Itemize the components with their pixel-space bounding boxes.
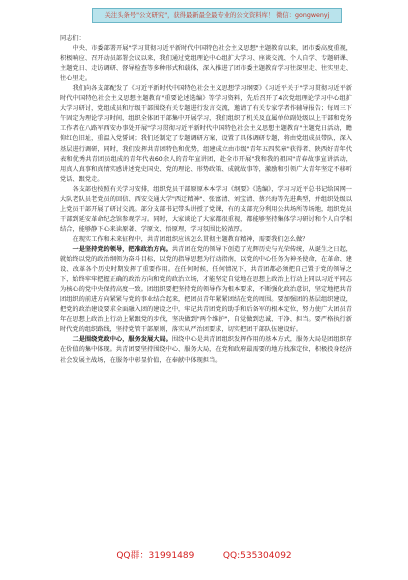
greeting: 同志们： [60,35,85,42]
paragraph-6-lead: 二是围绕党政中心，服务发展大局。 [72,336,172,344]
banner-text: 关注头条号"公文研究"，获得最新最全最专业的公文资料库！ 微信：gongwenyj [104,12,330,19]
paragraph-1: 中央、市委部署开展"学习贯彻习近平新时代中国特色社会主义思想"主题教育以来，团市委高度重视，积极响应、召开动员部署会议以来，我们通过党组理论中心组扩大学习、座谈交流、个人自学、专题研课、主题党日、走访调研、督导检查等多种形式和载体，深入推进了团市委主题教育学习往深里走、往实里走、往心里走。 [60,45,352,83]
top-banner [92,8,342,23]
qq-group-number: 31991489 [148,551,195,561]
paragraph-4: 在现实工作和未来征程中，共青团组织应该怎么贯彻主题教育精神，需要我们怎么做？ [72,235,309,243]
paragraph-5 [60,245,352,335]
footer-contact [0,548,408,561]
paragraph-5-lead: 一是坚持党的领导，把准政治方向。 [72,245,172,253]
paragraph-2: 我们向各支部配发了《习近平新时代中国特色社会主义思想学习纲要》《习近平关于"学习贯彻习近平新时代中国特色社会主义思想主题教育"重要论述选编》等学习资料，先后召开了4次党组理论学习中心组扩大学习研讨，党组成员和厅级干部围绕有关专题进行发言交流，邀请了有关专家学者作辅导报告；每周三下午固定为理论学习时间，组织全体团干部集中开展学习，我们组织了机关及直属单位副处级以上干部和党务工作者在八路军西安办事处开展"学习贯彻习近平新时代中国特色社会主义思想主题教育"主题党日活动，瞻仰红色旧址，重温入党誓词；我们还制定了专题调研方案，设置了具体调研专题，将由党组成员带队，深入基层进行调研，同时，我们发挥共青团特色和优势，组建成立由市级"青年五四奖章"获得者、陕西好青年代表和优秀共青团员组成的青年代表60余人的青年宣讲团，赴全市开展"我和我的祖国"青春故事宣讲活动，用真人真事和真情实感讲述党史国史、党的理论、形势政策、成就故事等，激励和引领广大青年坚定不移听党话、跟党走。 [60,85,352,183]
qq-number: 535304092 [240,551,292,561]
paragraph-6 [60,335,352,365]
qq-label: QQ: [222,551,241,561]
paragraph-3: 各支部也按照有关学习安排，组织党员干部原原本本学习《纲要》《选编》，学习习近平总书记给国网一大队老队员老党员的回信、西安交通大学"西迁精神"、张富清、刘宝清、蔡兴海等先进典型，并组织处级以上党员干部开展了研讨交流。部分支部书记带头讲授了党课，有的支部充分利用公共场所等场地，组织党员干部到延安革命纪念馆参观学习。同时，大家谈论了大家都很重视，都能够坚持集体学习研讨和个人自学相结合，能够静下心来读原著、学原文、悟原理，学习氛围比较浓厚。 [60,185,352,233]
document-body [60,34,352,366]
paragraph-6-text: 围绕中心是共青团组织发挥作用的基本方式，服务大局是团组织存在价值的集中体现。共青团要坚持围绕中心、服务大局，在党和政府最需要的地方找准定位，积极投身经济社会发展主战场，在服务中彰显价值，在奉献中体现担当。 [60,336,353,364]
paragraph-5-text: 共青团在党的领导下创造了光辉历史与光荣传统，从诞生之日起，就始终以党的政治纲领为奋斗目标，以党的指导思想为行动指南，以党的中心任务为神圣使命，在革命、建设、改革各个历史时期发挥了重要作用。在任何时候，任何情况下，共青团都必须把自己置于党的领导之下，始终牢牢把握正确的政治方向和党的政治立场，才能坚定自觉地在思想上政治上行动上同以习近平同志为核心的党中央保持高度一致。团组织要把坚持党的领导作为根本要求，不断强化政治意识，坚定地把共青团组织的前进方向紧紧与党的事业结合起来，把团员青年紧紧团结在党的周围。要加强团的基层组织建设，把党的政治建设要求全面融入团的建设之中，牢记共青团党的助手和后备军的根本定位，努力使广大团员青年在思想上政治上行动上紧跟党的步伐，坚决做到"两个维护"，自觉做到忠诚、干净、担当。要严格执行新时代党的组织路线，坚持党管干部原则，落实从严治团要求，切实把团干部队伍建设好。 [60,245,353,334]
qq-group-label: QQ群： [116,551,149,561]
